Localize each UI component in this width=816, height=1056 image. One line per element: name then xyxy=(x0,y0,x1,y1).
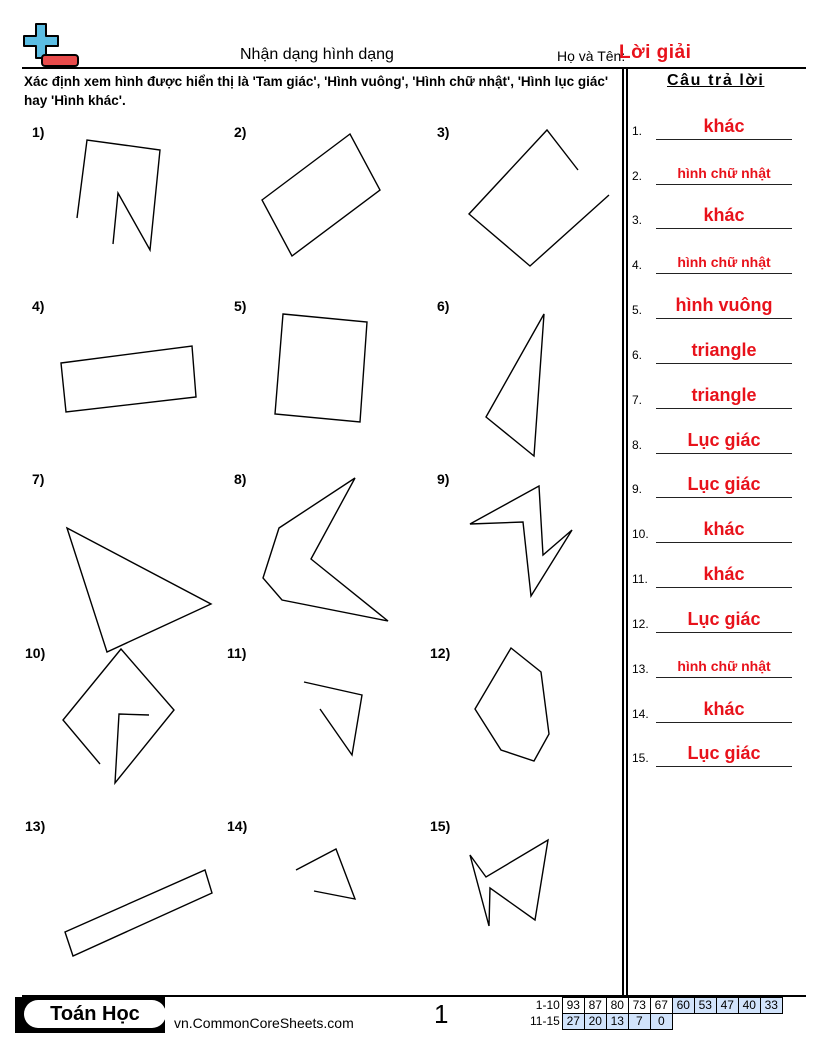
shape-13 xyxy=(65,870,212,956)
answer-number: 11. xyxy=(632,572,648,586)
answer-value: Lục giác xyxy=(687,430,761,450)
question-label: 5) xyxy=(234,298,247,314)
answer-line xyxy=(656,722,792,724)
answer-value: hình chữ nhật xyxy=(677,165,771,181)
answer-number: 1. xyxy=(632,124,643,138)
answer-number: 3. xyxy=(632,213,643,227)
name-label: Họ và Tên: xyxy=(557,48,626,64)
score-cell: 33 xyxy=(760,998,782,1014)
score-cell: 47 xyxy=(716,998,738,1014)
answer-line xyxy=(656,318,792,320)
answer-line xyxy=(656,453,792,455)
answer-number: 5. xyxy=(632,303,643,317)
answer-value: khác xyxy=(703,699,745,719)
question-label: 6) xyxy=(437,298,450,314)
score-cell: 93 xyxy=(562,998,584,1014)
answer-row xyxy=(632,603,792,633)
question-label: 13) xyxy=(25,818,46,834)
answer-value: khác xyxy=(703,116,745,136)
score-cell: 87 xyxy=(584,998,606,1014)
score-row xyxy=(527,1014,782,1030)
answer-row xyxy=(632,424,792,454)
shape-10 xyxy=(63,649,174,783)
answer-value: triangle xyxy=(691,340,757,360)
answer-value: hình vuông xyxy=(675,295,773,315)
score-cell: 0 xyxy=(650,1014,672,1030)
score-cell: 7 xyxy=(628,1014,650,1030)
shape-11 xyxy=(304,682,362,755)
question-label: 15) xyxy=(430,818,451,834)
question-label: 9) xyxy=(437,471,450,487)
score-cell: 40 xyxy=(738,998,760,1014)
shape-7 xyxy=(67,528,211,652)
score-cell: 73 xyxy=(628,998,650,1014)
answers-heading: Câu trả lời xyxy=(667,72,765,89)
answer-number: 9. xyxy=(632,482,643,496)
score-cell: 27 xyxy=(562,1014,584,1030)
answer-line xyxy=(656,139,792,141)
shape-15 xyxy=(470,840,548,926)
answer-row xyxy=(632,468,792,498)
answer-line xyxy=(656,408,792,410)
answer-number: 8. xyxy=(632,438,643,452)
answer-row xyxy=(632,199,792,229)
brand-label: Toán Học xyxy=(24,1000,166,1028)
shape-5 xyxy=(275,314,367,422)
name-value: Lời giải xyxy=(619,42,692,63)
answer-value: triangle xyxy=(691,385,757,405)
answer-number: 2. xyxy=(632,169,643,183)
answer-number: 15. xyxy=(632,751,649,765)
question-label: 12) xyxy=(430,645,451,661)
score-cell: 13 xyxy=(606,1014,628,1030)
answer-row xyxy=(632,379,792,409)
answer-number: 6. xyxy=(632,348,643,362)
answer-line xyxy=(656,677,792,679)
answer-line xyxy=(656,766,792,768)
answer-line xyxy=(656,184,792,186)
answer-number: 12. xyxy=(632,617,649,631)
answer-row xyxy=(632,244,792,274)
score-row-label: 11-15 xyxy=(530,1014,560,1028)
answer-value: Lục giác xyxy=(687,609,761,629)
shape-4 xyxy=(61,346,196,412)
answer-number: 10. xyxy=(632,527,649,541)
question-label: 3) xyxy=(437,124,450,140)
answer-number: 14. xyxy=(632,707,649,721)
question-label: 4) xyxy=(32,298,45,314)
score-cell: 80 xyxy=(606,998,628,1014)
shape-1 xyxy=(77,140,160,250)
shape-3 xyxy=(469,130,609,266)
shape-14 xyxy=(296,849,355,899)
answer-value: khác xyxy=(703,205,745,225)
answer-row xyxy=(632,110,792,140)
answer-row xyxy=(632,513,792,543)
score-cell: 53 xyxy=(694,998,716,1014)
score-cell: 20 xyxy=(584,1014,606,1030)
page-number: 1 xyxy=(434,999,449,1029)
answer-line xyxy=(656,273,792,275)
answer-row xyxy=(632,155,792,185)
worksheet-title: Nhận dạng hình dạng xyxy=(240,46,394,63)
question-label: 10) xyxy=(25,645,46,661)
shape-9 xyxy=(470,486,572,596)
answer-line xyxy=(656,632,792,634)
answer-line xyxy=(656,497,792,499)
answer-line xyxy=(656,542,792,544)
score-table xyxy=(527,997,783,1030)
instructions: Xác định xem hình được hiển thị là 'Tam giác', 'Hình vuông', 'Hình chữ nhật', 'Hình lục giác' hay 'Hình khác'. xyxy=(24,74,609,108)
shape-6 xyxy=(486,314,544,456)
score-row-label: 1-10 xyxy=(535,998,560,1012)
question-label: 1) xyxy=(32,124,45,140)
answer-number: 7. xyxy=(632,393,643,407)
shape-12 xyxy=(475,648,549,761)
shape-8 xyxy=(263,478,388,621)
answer-row xyxy=(632,648,792,678)
answer-row xyxy=(632,289,792,319)
score-cell: 67 xyxy=(650,998,672,1014)
site-url: vn.CommonCoreSheets.com xyxy=(174,1015,354,1031)
answer-value: hình chữ nhật xyxy=(677,254,771,270)
question-label: 2) xyxy=(234,124,247,140)
answer-row xyxy=(632,334,792,364)
answer-number: 4. xyxy=(632,258,643,272)
answer-row xyxy=(632,693,792,723)
answer-row xyxy=(632,737,792,767)
answer-value: khác xyxy=(703,519,745,539)
question-label: 7) xyxy=(32,471,45,487)
shape-2 xyxy=(262,134,380,256)
answer-line xyxy=(656,363,792,365)
answer-value: Lục giác xyxy=(687,474,761,494)
answer-number: 13. xyxy=(632,662,649,676)
answer-line xyxy=(656,587,792,589)
answer-line xyxy=(656,228,792,230)
answer-row xyxy=(632,558,792,588)
question-label: 8) xyxy=(234,471,247,487)
question-label: 11) xyxy=(227,645,247,661)
answer-value: Lục giác xyxy=(687,743,761,763)
question-label: 14) xyxy=(227,818,248,834)
answer-value: khác xyxy=(703,564,745,584)
score-row xyxy=(527,998,782,1014)
score-cell: 60 xyxy=(672,998,694,1014)
answer-value: hình chữ nhật xyxy=(677,658,771,674)
